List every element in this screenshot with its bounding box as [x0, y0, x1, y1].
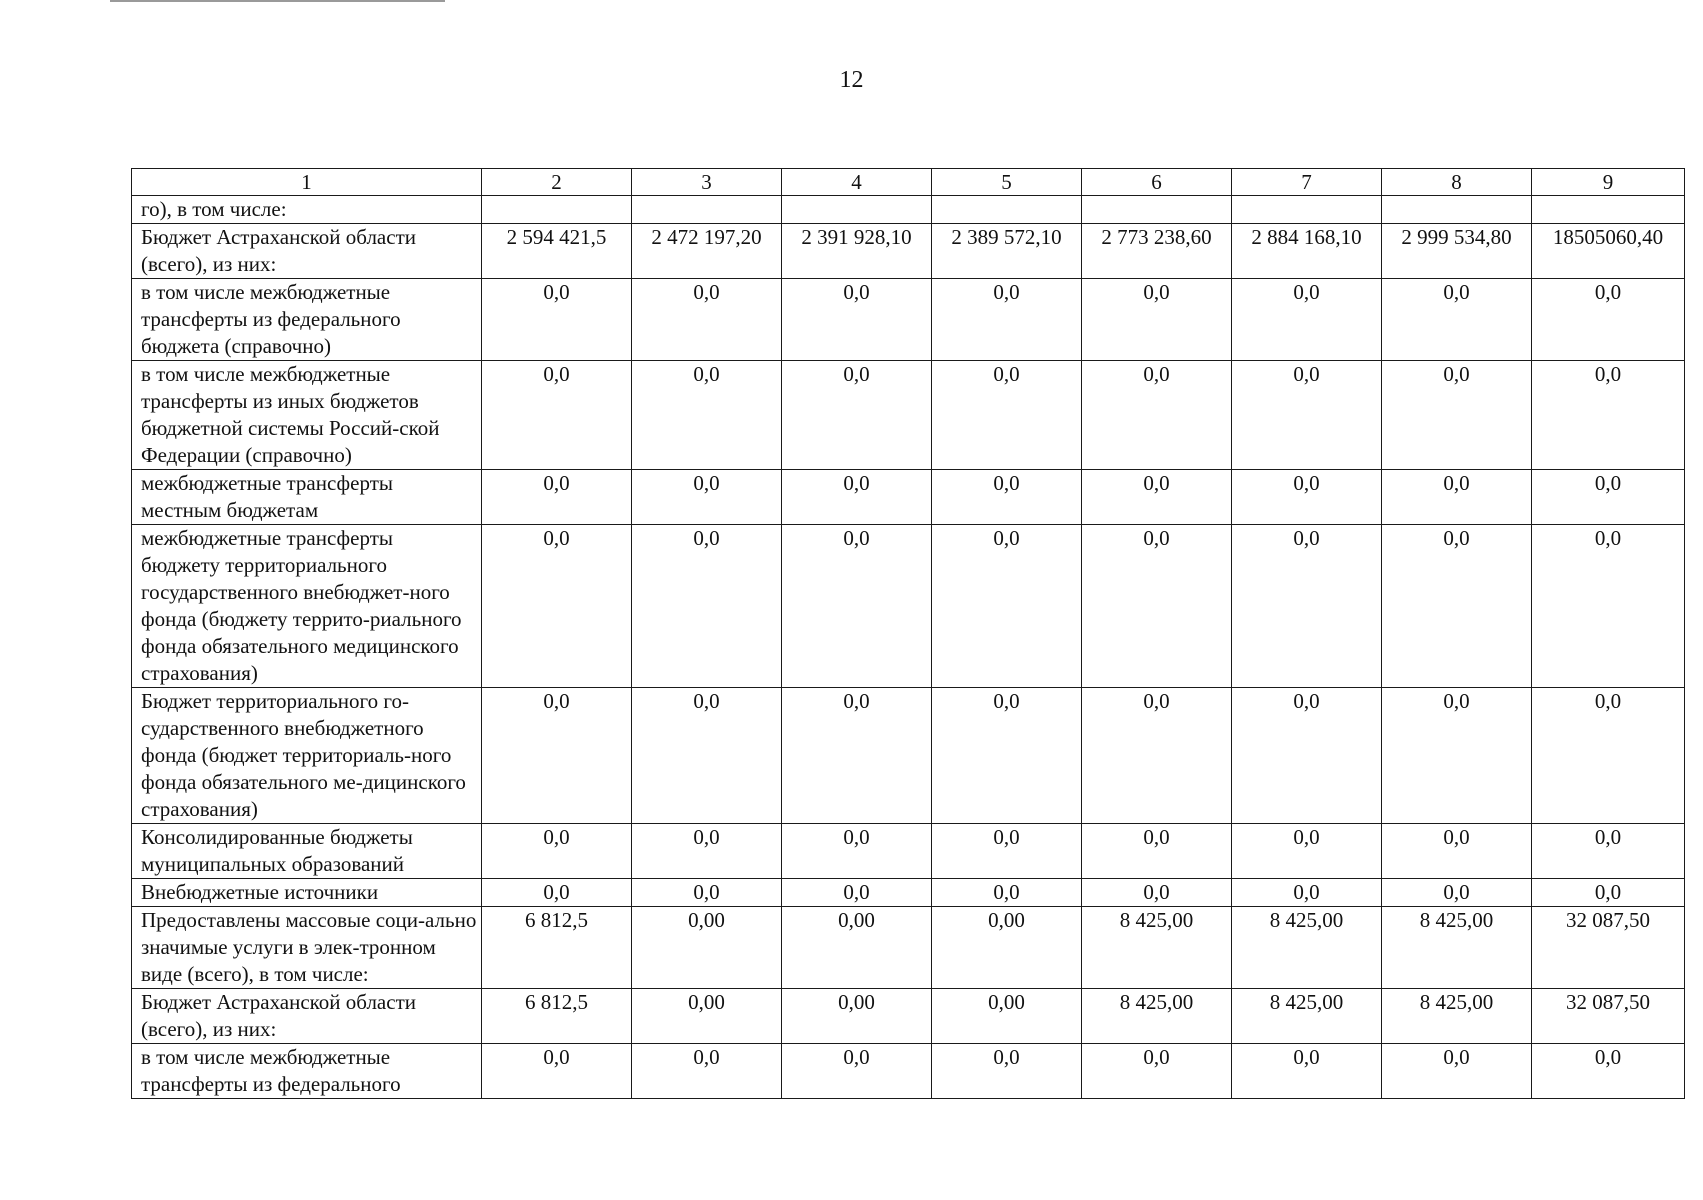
row-label: Бюджет Астраханской области (всего), из них:	[132, 989, 482, 1044]
value-cell: 0,0	[632, 879, 782, 907]
row-label: межбюджетные трансферты местным бюджетам	[132, 470, 482, 525]
value-cell: 0,0	[932, 688, 1082, 824]
value-cell	[632, 196, 782, 224]
value-cell: 0,0	[1232, 824, 1382, 879]
top-rule	[110, 0, 445, 2]
row-label: в том числе межбюджетные трансферты из федерального	[132, 1044, 482, 1099]
value-cell: 0,0	[1232, 1044, 1382, 1099]
value-cell: 0,0	[932, 525, 1082, 688]
value-cell: 0,0	[932, 361, 1082, 470]
value-cell: 0,0	[1532, 1044, 1685, 1099]
value-cell: 0,0	[632, 525, 782, 688]
value-cell: 0,0	[1532, 361, 1685, 470]
table-row	[132, 989, 1685, 1044]
column-header: 2	[482, 169, 632, 196]
value-cell: 2 472 197,20	[632, 224, 782, 279]
table-row	[132, 907, 1685, 989]
value-cell: 0,0	[1532, 279, 1685, 361]
value-cell: 0,0	[632, 1044, 782, 1099]
value-cell: 0,0	[1382, 361, 1532, 470]
row-label: Консолидированные бюджеты муниципальных образований	[132, 824, 482, 879]
value-cell: 0,0	[1532, 824, 1685, 879]
value-cell: 0,0	[1532, 470, 1685, 525]
value-cell: 0,0	[1082, 879, 1232, 907]
table-row	[132, 361, 1685, 470]
row-label: Бюджет территориального го-сударственного внебюджетного фонда (бюджет территориаль-ного фонда обязательного ме-дицинского страхования)	[132, 688, 482, 824]
value-cell: 0,0	[482, 279, 632, 361]
row-label: межбюджетные трансферты бюджету территориального государственного внебюджет-ного фонда (бюджету террито-риального фонда обязательного медицинского страхования)	[132, 525, 482, 688]
value-cell: 0,0	[482, 1044, 632, 1099]
value-cell: 0,0	[1082, 279, 1232, 361]
row-label: Предоставлены массовые соци-ально значимые услуги в элек-тронном виде (всего), в том числе:	[132, 907, 482, 989]
value-cell: 0,0	[632, 688, 782, 824]
column-header: 6	[1082, 169, 1232, 196]
value-cell: 0,0	[1382, 688, 1532, 824]
value-cell: 0,0	[1382, 1044, 1532, 1099]
table-row	[132, 196, 1685, 224]
value-cell: 6 812,5	[482, 907, 632, 989]
value-cell: 0,0	[782, 879, 932, 907]
value-cell: 0,00	[632, 989, 782, 1044]
row-label: в том числе межбюджетные трансферты из федерального бюджета (справочно)	[132, 279, 482, 361]
value-cell: 0,0	[1232, 361, 1382, 470]
value-cell: 0,0	[1382, 824, 1532, 879]
table-body	[132, 196, 1685, 1099]
value-cell: 0,0	[482, 525, 632, 688]
value-cell: 0,0	[932, 879, 1082, 907]
value-cell: 18505060,40	[1532, 224, 1685, 279]
value-cell: 0,0	[632, 824, 782, 879]
value-cell: 0,0	[782, 1044, 932, 1099]
value-cell: 0,0	[1232, 879, 1382, 907]
value-cell: 8 425,00	[1232, 907, 1382, 989]
value-cell: 0,0	[782, 361, 932, 470]
value-cell: 0,0	[1532, 879, 1685, 907]
row-label: в том числе межбюджетные трансферты из иных бюджетов бюджетной системы Россий-ской Федерации (справочно)	[132, 361, 482, 470]
value-cell: 0,0	[1082, 688, 1232, 824]
value-cell: 8 425,00	[1082, 989, 1232, 1044]
value-cell: 0,0	[782, 279, 932, 361]
value-cell: 8 425,00	[1232, 989, 1382, 1044]
value-cell	[932, 196, 1082, 224]
row-label: Внебюджетные источники	[132, 879, 482, 907]
column-header: 9	[1532, 169, 1685, 196]
value-cell: 0,0	[932, 470, 1082, 525]
value-cell: 0,0	[782, 824, 932, 879]
column-header: 3	[632, 169, 782, 196]
value-cell: 2 999 534,80	[1382, 224, 1532, 279]
value-cell	[1082, 196, 1232, 224]
value-cell: 2 773 238,60	[1082, 224, 1232, 279]
table-row	[132, 879, 1685, 907]
value-cell: 0,00	[932, 989, 1082, 1044]
column-header: 1	[132, 169, 482, 196]
table-row	[132, 824, 1685, 879]
value-cell: 0,0	[482, 879, 632, 907]
value-cell	[782, 196, 932, 224]
value-cell: 0,0	[782, 470, 932, 525]
value-cell: 2 389 572,10	[932, 224, 1082, 279]
budget-table	[131, 168, 1685, 1099]
row-label: Бюджет Астраханской области (всего), из них:	[132, 224, 482, 279]
value-cell: 0,00	[782, 907, 932, 989]
value-cell	[1532, 196, 1685, 224]
value-cell: 6 812,5	[482, 989, 632, 1044]
value-cell: 8 425,00	[1082, 907, 1232, 989]
value-cell	[1232, 196, 1382, 224]
value-cell: 0,0	[1082, 824, 1232, 879]
row-label: го), в том числе:	[132, 196, 482, 224]
table-row	[132, 688, 1685, 824]
value-cell: 0,0	[1382, 279, 1532, 361]
column-number-row	[132, 169, 1685, 196]
value-cell	[1382, 196, 1532, 224]
page-number: 12	[839, 67, 864, 93]
value-cell: 0,0	[1082, 361, 1232, 470]
value-cell: 0,0	[1382, 470, 1532, 525]
value-cell: 0,0	[782, 688, 932, 824]
value-cell: 0,0	[482, 470, 632, 525]
table-row	[132, 1044, 1685, 1099]
value-cell: 0,0	[482, 361, 632, 470]
value-cell: 0,0	[1082, 470, 1232, 525]
value-cell: 2 391 928,10	[782, 224, 932, 279]
value-cell: 0,0	[1082, 525, 1232, 688]
value-cell: 2 594 421,5	[482, 224, 632, 279]
table-row	[132, 224, 1685, 279]
value-cell: 0,00	[932, 907, 1082, 989]
value-cell: 0,0	[1532, 525, 1685, 688]
column-header: 7	[1232, 169, 1382, 196]
value-cell: 0,0	[632, 361, 782, 470]
value-cell: 8 425,00	[1382, 989, 1532, 1044]
value-cell: 0,0	[482, 824, 632, 879]
value-cell: 0,0	[1232, 279, 1382, 361]
table-row	[132, 279, 1685, 361]
value-cell: 0,0	[482, 688, 632, 824]
value-cell: 0,0	[1532, 688, 1685, 824]
value-cell: 2 884 168,10	[1232, 224, 1382, 279]
value-cell: 0,0	[1382, 879, 1532, 907]
column-header: 4	[782, 169, 932, 196]
table-row	[132, 525, 1685, 688]
value-cell: 0,0	[782, 525, 932, 688]
value-cell: 0,0	[632, 279, 782, 361]
value-cell: 0,0	[1232, 470, 1382, 525]
value-cell: 8 425,00	[1382, 907, 1532, 989]
value-cell: 0,0	[1082, 1044, 1232, 1099]
column-header: 5	[932, 169, 1082, 196]
value-cell: 0,0	[1382, 525, 1532, 688]
value-cell: 0,00	[782, 989, 932, 1044]
value-cell: 0,0	[632, 470, 782, 525]
value-cell: 32 087,50	[1532, 989, 1685, 1044]
table-row	[132, 470, 1685, 525]
value-cell: 0,0	[1232, 688, 1382, 824]
value-cell: 0,0	[932, 279, 1082, 361]
value-cell: 0,0	[932, 824, 1082, 879]
value-cell: 0,0	[932, 1044, 1082, 1099]
value-cell: 0,0	[1232, 525, 1382, 688]
value-cell	[482, 196, 632, 224]
column-header: 8	[1382, 169, 1532, 196]
value-cell: 0,00	[632, 907, 782, 989]
value-cell: 32 087,50	[1532, 907, 1685, 989]
